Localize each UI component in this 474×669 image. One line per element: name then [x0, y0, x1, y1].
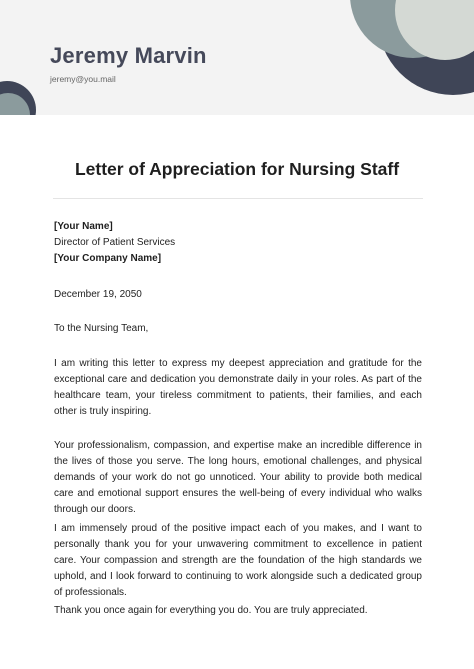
closing-line: Thank you once again for everything you do. You are truly appreciated. [54, 605, 368, 616]
salutation: To the Nursing Team, [54, 323, 149, 334]
sender-header-name: Jeremy Marvin [50, 43, 207, 68]
sender-name: [Your Name] [54, 221, 113, 232]
sender-block [54, 219, 422, 267]
title-divider [53, 198, 423, 199]
body-paragraph-3: I am immensely proud of the positive impact each of you makes, and I want to personally thank you for your unwavering commitment to excellence in patient care. Your compassion and strength are the foundation of the high standards we uphold, and I look forward to continuing to work alongside such a dedicated group of professionals. [54, 523, 422, 598]
sender-position: Director of Patient Services [54, 237, 176, 248]
body-paragraph-2: Your professionalism, compassion, and expertise make an incredible difference in the lives of those you serve. The long hours, emotional challenges, and physical demands of your work do not go unnoticed. Your ability to provide both medical care and emotional support ensures the well-being of every individual who walks through our doors. [54, 440, 422, 515]
letterhead [0, 0, 474, 115]
sender-header-email: jeremy@you.mail [50, 74, 116, 84]
letter-date: December 19, 2050 [54, 289, 142, 300]
letter-title: Letter of Appreciation for Nursing Staff [74, 159, 400, 179]
sender-company: [Your Company Name] [54, 253, 162, 264]
body-paragraph-1: I am writing this letter to express my deepest appreciation and gratitude for the exceptional care and dedication you demonstrate daily in your roles. As part of the healthcare team, your tireless commitment to patients, their families, and each other is truly inspiring. [54, 358, 422, 417]
